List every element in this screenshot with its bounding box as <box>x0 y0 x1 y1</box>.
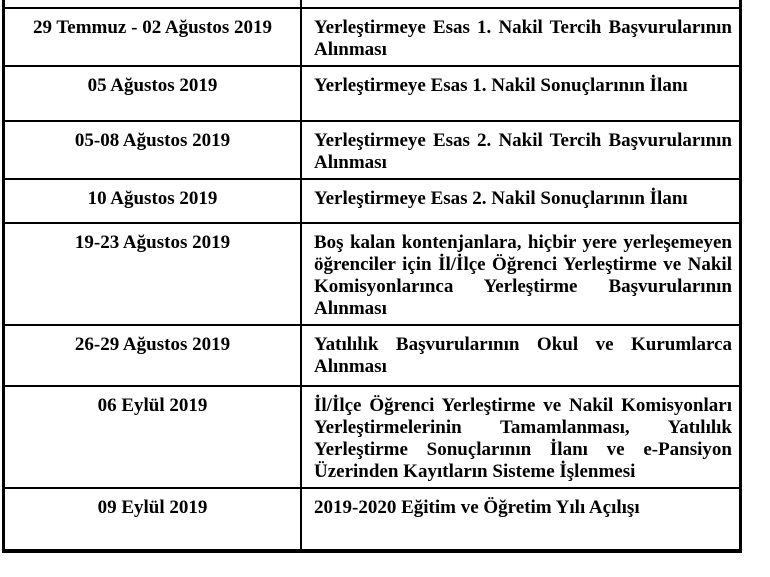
date-cell: 26-29 Ağustos 2019 <box>4 325 302 386</box>
description-cell: Boş kalan kontenjanlara, hiçbir yere yerleşemeyen öğrenciler için İl/İlçe Öğrenci Yerleştirme ve Nakil Komisyonlarınca Yerleştirme Başvurularının Alınması <box>301 223 741 325</box>
schedule-row <box>4 179 741 223</box>
date-cell: 05-08 Ağustos 2019 <box>4 121 302 179</box>
description-cell: Yerleştirmeye Esas 2. Nakil Sonuçlarının İlanı <box>301 179 741 223</box>
schedule-row <box>4 325 741 386</box>
date-cell-empty <box>4 0 302 8</box>
description-cell: Yerleştirmeye Esas 1. Nakil Tercih Başvurularının Alınması <box>301 8 741 66</box>
description-cell: İl/İlçe Öğrenci Yerleştirme ve Nakil Komisyonları Yerleştirmelerinin Tamamlanması, Yatılılık Yerleştirme Sonuçlarının İlanı ve e-Pansiyon Üzerinden Kayıtların Sisteme İşlenmesi <box>301 386 741 488</box>
schedule-row <box>4 488 741 551</box>
schedule-row <box>4 223 741 325</box>
schedule-row <box>4 386 741 488</box>
date-cell: 05 Ağustos 2019 <box>4 66 302 121</box>
schedule-row <box>4 66 741 121</box>
schedule-table <box>2 0 742 553</box>
schedule-table-body <box>4 0 741 551</box>
date-cell: 06 Eylül 2019 <box>4 386 302 488</box>
date-cell: 29 Temmuz - 02 Ağustos 2019 <box>4 8 302 66</box>
schedule-row <box>4 8 741 66</box>
partial-row-top <box>4 0 741 8</box>
date-cell: 10 Ağustos 2019 <box>4 179 302 223</box>
description-cell: Yerleştirmeye Esas 1. Nakil Sonuçlarının İlanı <box>301 66 741 121</box>
description-cell: Yerleştirmeye Esas 2. Nakil Tercih Başvurularının Alınması <box>301 121 741 179</box>
date-cell: 09 Eylül 2019 <box>4 488 302 551</box>
description-cell: Yatılılık Başvurularının Okul ve Kurumlarca Alınması <box>301 325 741 386</box>
date-cell: 19-23 Ağustos 2019 <box>4 223 302 325</box>
description-cell-empty <box>301 0 741 8</box>
schedule-row <box>4 121 741 179</box>
description-cell: 2019-2020 Eğitim ve Öğretim Yılı Açılışı <box>301 488 741 551</box>
